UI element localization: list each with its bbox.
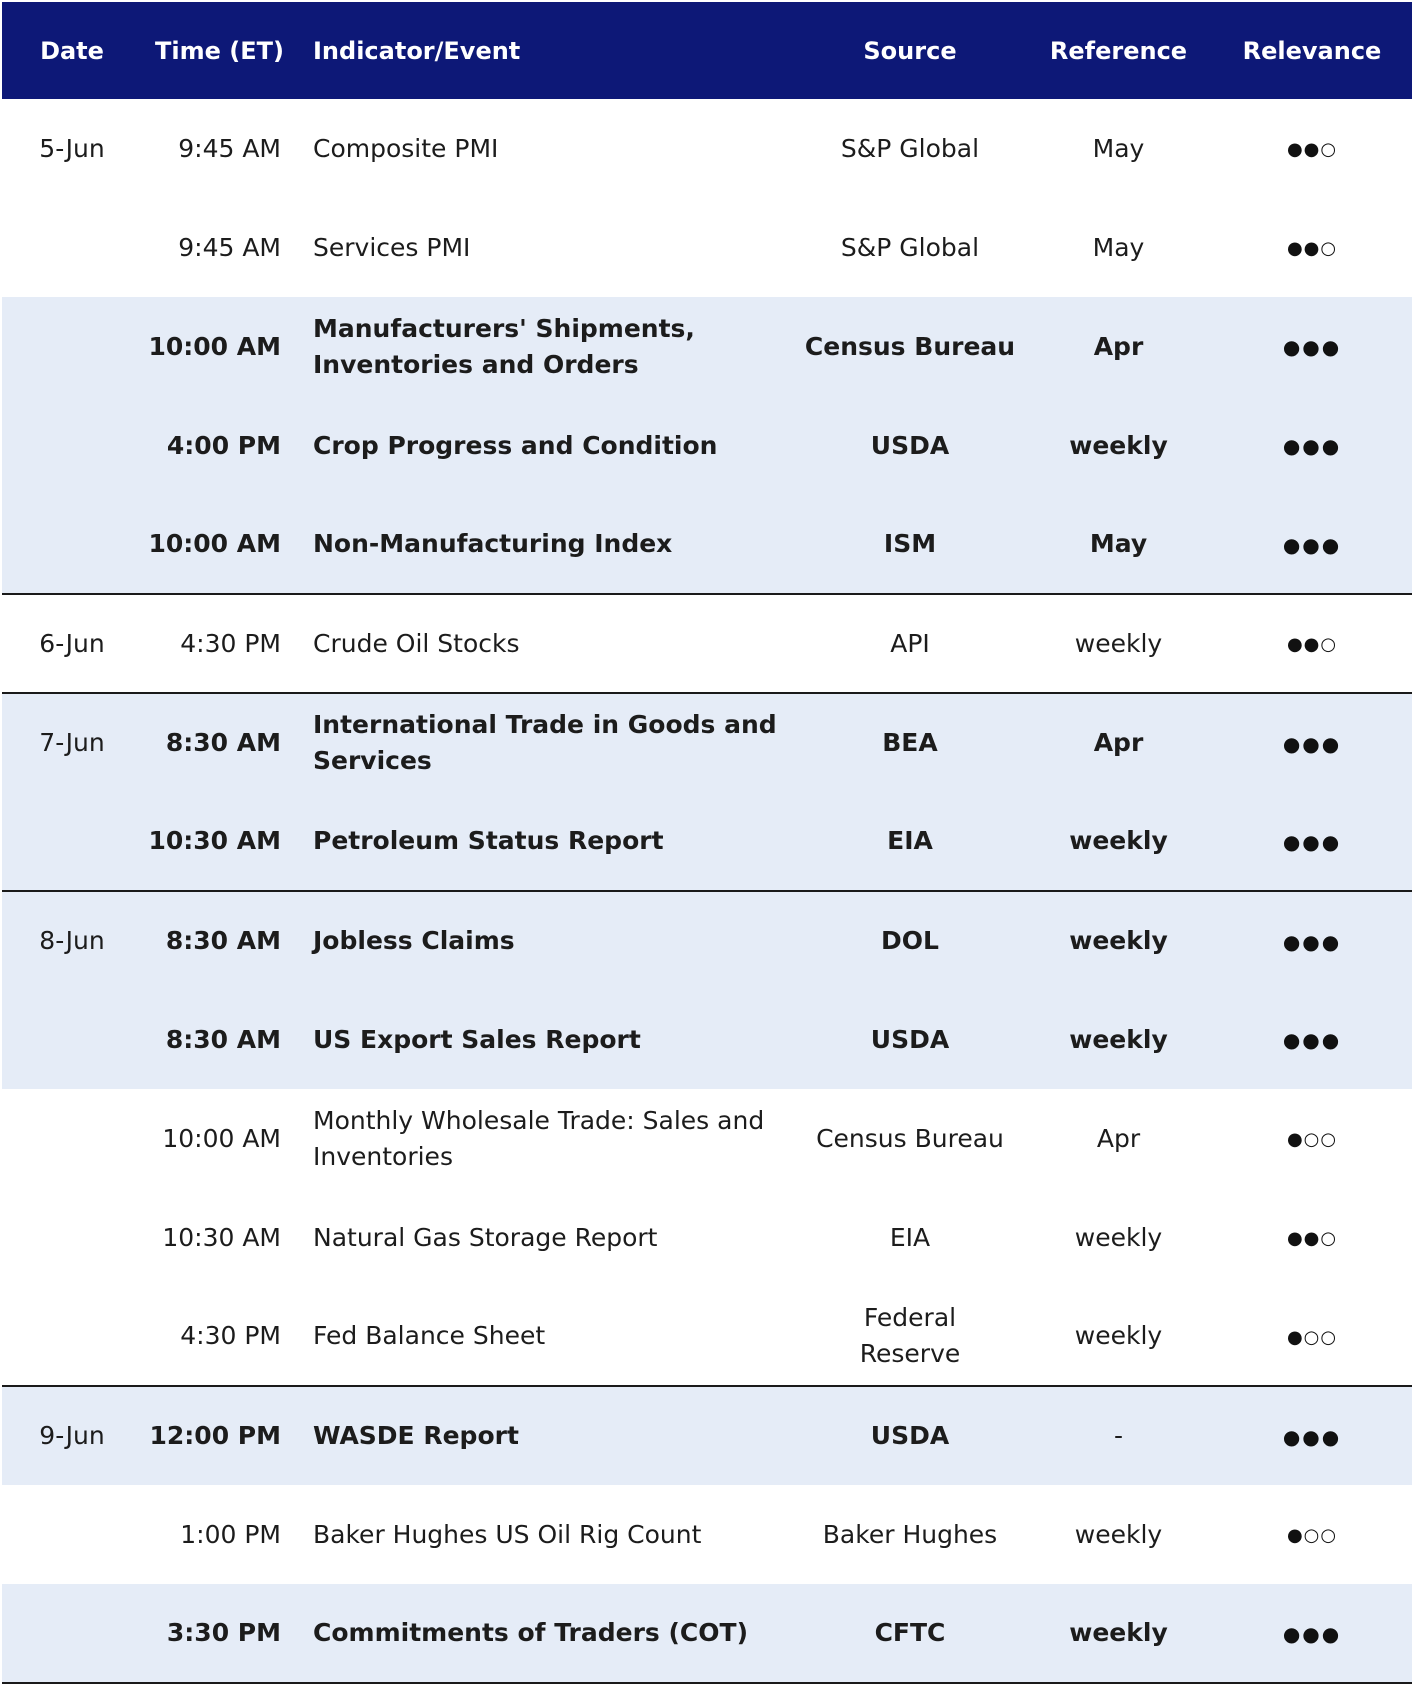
row-event: Composite PMI — [313, 133, 499, 163]
header-date: Date — [40, 36, 104, 65]
row-source: USDA — [795, 396, 1025, 495]
row-date: 5-Jun — [39, 133, 105, 163]
row-reference: weekly — [1025, 792, 1212, 891]
row-reference: - — [1025, 1386, 1212, 1485]
row-relevance — [1212, 1188, 1412, 1287]
table-row — [2, 1089, 1412, 1188]
row-event: Crop Progress and Condition — [297, 396, 795, 495]
row-reference: Apr — [1025, 297, 1212, 396]
table-row — [2, 99, 1412, 198]
table-row — [2, 1188, 1412, 1287]
row-event: Fed Balance Sheet — [313, 1321, 546, 1350]
row-reference: weekly — [1025, 396, 1212, 495]
row-source: USDA — [795, 990, 1025, 1089]
row-source: BEA — [795, 693, 1025, 792]
row-relevance — [1212, 99, 1412, 198]
row-event: Baker Hughes US Oil Rig Count — [313, 1519, 702, 1549]
row-date — [2, 990, 142, 1089]
row-event: Manufacturers' Shipments, Inventories and Orders — [297, 297, 795, 396]
row-date — [2, 1089, 142, 1188]
row-event: US Export Sales Report — [297, 990, 795, 1089]
table-row — [2, 594, 1412, 693]
row-date — [2, 1485, 142, 1584]
row-relevance — [1212, 693, 1412, 792]
table-row — [2, 990, 1412, 1089]
row-relevance — [1212, 198, 1412, 297]
row-event: Monthly Wholesale Trade: Sales and Inventories — [313, 1105, 765, 1171]
relevance-dots-icon: ●●● — [1282, 434, 1342, 458]
table-row — [2, 1386, 1412, 1485]
row-time: 8:30 AM — [142, 990, 297, 1089]
row-reference: weekly — [1025, 990, 1212, 1089]
relevance-dots-icon: ●○○ — [1286, 1129, 1338, 1150]
row-source: USDA — [795, 1386, 1025, 1485]
relevance-dots-icon: ●●○ — [1286, 634, 1338, 655]
row-time: 4:30 PM — [180, 1321, 281, 1350]
row-source: API — [795, 594, 1025, 693]
row-date — [2, 297, 142, 396]
relevance-dots-icon: ●●○ — [1286, 139, 1338, 160]
row-time: 10:30 AM — [142, 792, 297, 891]
table-row — [2, 1485, 1412, 1584]
row-relevance — [1212, 792, 1412, 891]
relevance-dots-icon: ●○○ — [1286, 1326, 1338, 1348]
row-time: 10:00 AM — [142, 495, 297, 594]
row-source: DOL — [795, 891, 1025, 990]
row-reference: weekly — [1074, 1519, 1163, 1549]
row-relevance — [1212, 1386, 1412, 1485]
row-relevance — [1212, 594, 1412, 693]
table-header-row — [2, 2, 1412, 99]
row-date — [2, 1287, 142, 1386]
row-event: International Trade in Goods and Services — [297, 693, 795, 792]
row-time: 8:30 AM — [142, 693, 297, 792]
row-relevance — [1212, 1287, 1412, 1386]
relevance-dots-icon: ●●● — [1282, 929, 1342, 954]
table-row — [2, 198, 1412, 297]
row-source: CFTC — [795, 1584, 1025, 1683]
row-date — [2, 1188, 142, 1287]
row-reference: May — [1092, 232, 1145, 262]
row-date — [2, 198, 142, 297]
row-source: Baker Hughes — [822, 1519, 998, 1549]
row-time: 4:00 PM — [142, 396, 297, 495]
row-source: S&P Global — [840, 232, 980, 262]
row-date: 7-Jun — [2, 693, 142, 792]
row-event: Natural Gas Storage Report — [313, 1222, 658, 1252]
row-source: Federal Reserve — [859, 1303, 961, 1368]
row-source: Census Bureau — [816, 1123, 1004, 1153]
table-row — [2, 1584, 1412, 1683]
row-date: 9-Jun — [2, 1386, 142, 1485]
row-relevance — [1212, 891, 1412, 990]
table-row — [2, 495, 1412, 594]
row-relevance — [1212, 1584, 1412, 1683]
row-reference: May — [1025, 495, 1212, 594]
row-event: Jobless Claims — [297, 891, 795, 990]
table-row — [2, 792, 1412, 891]
relevance-dots-icon: ●○○ — [1286, 1525, 1338, 1546]
relevance-dots-icon: ●●○ — [1286, 1228, 1338, 1249]
row-date — [2, 495, 142, 594]
row-date — [2, 1584, 142, 1683]
table-row — [2, 693, 1412, 792]
row-source: EIA — [889, 1222, 931, 1252]
row-reference: weekly — [1025, 1584, 1212, 1683]
row-time: 10:30 AM — [162, 1222, 281, 1252]
row-source: ISM — [795, 495, 1025, 594]
row-relevance — [1212, 990, 1412, 1089]
relevance-dots-icon: ●●● — [1282, 335, 1342, 359]
table-row — [2, 297, 1412, 396]
row-source: S&P Global — [840, 133, 980, 163]
relevance-dots-icon: ●●● — [1282, 731, 1342, 756]
header-relevance: Relevance — [1242, 36, 1382, 65]
row-relevance — [1212, 297, 1412, 396]
row-relevance — [1212, 495, 1412, 594]
row-time: 3:30 PM — [142, 1584, 297, 1683]
row-event: Services PMI — [313, 232, 471, 262]
row-time: 9:45 AM — [178, 232, 281, 262]
row-reference: weekly — [1025, 891, 1212, 990]
relevance-dots-icon: ●●● — [1282, 829, 1342, 854]
header-event: Indicator/Event — [313, 36, 521, 65]
row-date: 8-Jun — [2, 891, 142, 990]
row-reference: weekly — [1074, 1321, 1163, 1350]
row-source: EIA — [795, 792, 1025, 891]
row-time: 10:00 AM — [162, 1123, 281, 1153]
row-date — [2, 396, 142, 495]
row-event: Non-Manufacturing Index — [297, 495, 795, 594]
header-source: Source — [863, 36, 957, 65]
header-reference: Reference — [1049, 36, 1188, 65]
row-reference: Apr — [1025, 693, 1212, 792]
row-relevance — [1212, 396, 1412, 495]
economic-calendar-table — [2, 2, 1412, 1684]
row-event: Crude Oil Stocks — [297, 594, 795, 693]
row-time: 8:30 AM — [142, 891, 297, 990]
row-time: 10:00 AM — [142, 297, 297, 396]
row-source: Census Bureau — [795, 297, 1025, 396]
row-reference: Apr — [1096, 1123, 1141, 1153]
table-row — [2, 1287, 1412, 1386]
row-event: WASDE Report — [297, 1386, 795, 1485]
header-time: Time (ET) — [155, 36, 284, 65]
row-date — [2, 792, 142, 891]
row-reference: weekly — [1074, 1222, 1163, 1252]
row-event: Petroleum Status Report — [297, 792, 795, 891]
relevance-dots-icon: ●●● — [1282, 1621, 1342, 1646]
row-reference: weekly — [1025, 594, 1212, 693]
row-date: 6-Jun — [2, 594, 142, 693]
relevance-dots-icon: ●●○ — [1286, 238, 1338, 259]
table-row — [2, 396, 1412, 495]
relevance-dots-icon: ●●● — [1282, 1028, 1342, 1052]
row-reference: May — [1092, 133, 1145, 163]
row-time: 1:00 PM — [180, 1519, 281, 1549]
row-event: Commitments of Traders (COT) — [297, 1584, 795, 1683]
relevance-dots-icon: ●●● — [1282, 532, 1342, 557]
row-relevance — [1212, 1089, 1412, 1188]
relevance-dots-icon: ●●● — [1282, 1424, 1342, 1449]
row-time: 12:00 PM — [142, 1386, 297, 1485]
table-row — [2, 891, 1412, 990]
row-time: 9:45 AM — [178, 133, 281, 163]
row-relevance — [1212, 1485, 1412, 1584]
row-time: 4:30 PM — [142, 594, 297, 693]
